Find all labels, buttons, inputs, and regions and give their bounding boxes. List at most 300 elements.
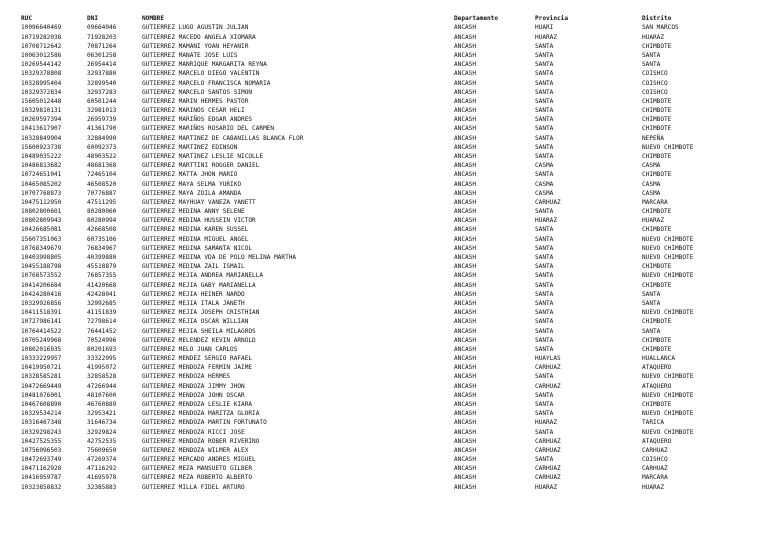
cell-distrito: COISHCO xyxy=(642,88,668,96)
cell-provincia: SANTA xyxy=(535,400,554,408)
cell-dni: 47266944 xyxy=(87,382,117,390)
cell-distrito: MARCARA xyxy=(642,474,668,482)
cell-distrito: NUEVO CHIMBOTE xyxy=(642,309,694,317)
cell-provincia: HUARAZ xyxy=(535,483,558,491)
cell-departamento: ANCASH xyxy=(454,217,477,225)
cell-distrito: SANTA xyxy=(642,299,661,307)
cell-dni: 48107600 xyxy=(87,391,117,399)
cell-provincia: HUARI xyxy=(535,24,554,32)
table-row xyxy=(0,400,768,409)
table-row xyxy=(0,271,768,280)
cell-distrito: CASMA xyxy=(642,180,661,188)
cell-ruc: 10472693749 xyxy=(21,456,62,464)
cell-distrito: CHIMBOTE xyxy=(642,171,672,179)
cell-ruc: 10329810131 xyxy=(21,107,62,115)
cell-ruc: 10768349679 xyxy=(21,244,62,252)
table-row xyxy=(0,106,768,115)
cell-distrito: CARHUAZ xyxy=(642,465,668,473)
cell-nombre: GUTIERREZ MEZA ROBERTO ALBERTO xyxy=(142,474,253,482)
cell-departamento: ANCASH xyxy=(454,171,477,179)
cell-dni: 72798614 xyxy=(87,318,117,326)
cell-distrito: NUEVO CHIMBOTE xyxy=(642,254,694,262)
cell-departamento: ANCASH xyxy=(454,456,477,464)
cell-nombre: GUTIERREZ MENDOZA MARTIN FORTUNATO xyxy=(142,419,267,427)
cell-ruc: 10323858832 xyxy=(21,483,62,491)
cell-departamento: ANCASH xyxy=(454,162,477,170)
table-row xyxy=(0,60,768,69)
cell-ruc: 10424280416 xyxy=(21,290,62,298)
cell-dni: 41151839 xyxy=(87,309,117,317)
cell-distrito: NUEVO CHIMBOTE xyxy=(642,235,694,243)
cell-dni: 80280994 xyxy=(87,217,117,225)
cell-nombre: GUTIERREZ MENDOZA RICCI JOSE xyxy=(142,428,245,436)
cell-provincia: SANTA xyxy=(535,309,554,317)
cell-nombre: GUTIERREZ MARTINEZ DE CABANILLAS BLANCA FLOR xyxy=(142,134,304,142)
cell-provincia: SANTA xyxy=(535,226,554,234)
table-row xyxy=(0,207,768,216)
cell-departamento: ANCASH xyxy=(454,309,477,317)
cell-nombre: GUTIERREZ MILLA FIDEL ARTURO xyxy=(142,483,245,491)
cell-distrito: NUEVO CHIMBOTE xyxy=(642,391,694,399)
table-row xyxy=(0,235,768,244)
cell-dni: 42428041 xyxy=(87,290,117,298)
cell-ruc: 10403998805 xyxy=(21,254,62,262)
table-row xyxy=(0,345,768,354)
cell-ruc: 10413617907 xyxy=(21,125,62,133)
cell-departamento: ANCASH xyxy=(454,428,477,436)
cell-distrito: NUEVO CHIMBOTE xyxy=(642,244,694,252)
cell-dni: 47269374 xyxy=(87,456,117,464)
cell-ruc: 10472669449 xyxy=(21,382,62,390)
cell-ruc: 10329372834 xyxy=(21,88,62,96)
cell-distrito: TARICA xyxy=(642,419,665,427)
cell-departamento: ANCASH xyxy=(454,208,477,216)
cell-nombre: GUTIERREZ MEDINA KAREN SUSSEL xyxy=(142,226,249,234)
cell-provincia: SANTA xyxy=(535,391,554,399)
cell-distrito: SAN MARCOS xyxy=(642,24,679,32)
cell-dni: 70524996 xyxy=(87,336,117,344)
table-row xyxy=(0,170,768,179)
cell-departamento: ANCASH xyxy=(454,391,477,399)
cell-dni: 33322995 xyxy=(87,355,117,363)
cell-departamento: ANCASH xyxy=(454,483,477,491)
cell-nombre: GUTIERREZ MATTA JHON MARIO xyxy=(142,171,238,179)
table-row xyxy=(0,134,768,143)
cell-departamento: ANCASH xyxy=(454,410,477,418)
cell-ruc: 10802809943 xyxy=(21,217,62,225)
cell-provincia: CARHUAZ xyxy=(535,382,561,390)
cell-departamento: ANCASH xyxy=(454,61,477,69)
cell-provincia: SANTA xyxy=(535,116,554,124)
cell-distrito: COISHCO xyxy=(642,456,668,464)
cell-nombre: GUTIERREZ MEDINA VDA DE POLO MELINA MARTHA xyxy=(142,254,297,262)
cell-dni: 72465104 xyxy=(87,171,117,179)
cell-distrito: CHIMBOTE xyxy=(642,116,672,124)
cell-ruc: 10764414522 xyxy=(21,327,62,335)
cell-distrito: COISHCO xyxy=(642,70,668,78)
cell-nombre: GUTIERREZ MEJIA OSCAR WILLIAN xyxy=(142,318,249,326)
table-row xyxy=(0,464,768,473)
cell-provincia: SANTA xyxy=(535,97,554,105)
cell-dni: 26954414 xyxy=(87,61,117,69)
cell-provincia: SANTA xyxy=(535,428,554,436)
cell-provincia: SANTA xyxy=(535,134,554,142)
cell-ruc: 10475112950 xyxy=(21,198,62,206)
table-row xyxy=(0,418,768,427)
cell-distrito: NUEVO CHIMBOTE xyxy=(642,410,694,418)
cell-dni: 32981013 xyxy=(87,107,117,115)
cell-provincia: CARHUAZ xyxy=(535,465,561,473)
cell-provincia: SANTA xyxy=(535,70,554,78)
cell-nombre: GUTIERREZ MAMANI YOAN HEYANIR xyxy=(142,42,249,50)
cell-distrito: CHIMBOTE xyxy=(642,226,672,234)
cell-provincia: SANTA xyxy=(535,299,554,307)
cell-departamento: ANCASH xyxy=(454,373,477,381)
cell-departamento: ANCASH xyxy=(454,97,477,105)
cell-ruc: 10414206684 xyxy=(21,281,62,289)
cell-dni: 70776887 xyxy=(87,189,117,197)
cell-departamento: ANCASH xyxy=(454,474,477,482)
cell-dni: 32385883 xyxy=(87,483,117,491)
cell-ruc: 10481076001 xyxy=(21,391,62,399)
cell-departamento: ANCASH xyxy=(454,70,477,78)
cell-distrito: ATAQUERO xyxy=(642,364,672,372)
table-row xyxy=(0,363,768,372)
cell-ruc: 10727986141 xyxy=(21,318,62,326)
table-row xyxy=(0,372,768,381)
cell-dni: 32953421 xyxy=(87,410,117,418)
table-row xyxy=(0,446,768,455)
table-row xyxy=(0,428,768,437)
table-row xyxy=(0,262,768,271)
cell-nombre: GUTIERREZ MACEDO ANGELA XIOMARA xyxy=(142,33,256,41)
cell-nombre: GUTIERREZ MARCELO SANTOS SIMON xyxy=(142,88,253,96)
cell-departamento: ANCASH xyxy=(454,125,477,133)
cell-nombre: GUTIERREZ MELO JUAN CARLOS xyxy=(142,345,238,353)
table-row xyxy=(0,161,768,170)
cell-nombre: GUTIERREZ MELENDEZ KEVIN ARNOLD xyxy=(142,336,256,344)
cell-departamento: ANCASH xyxy=(454,336,477,344)
cell-nombre: GUTIERREZ MEJIA SHEILA MILAGROS xyxy=(142,327,256,335)
cell-distrito: CHIMBOTE xyxy=(642,125,672,133)
cell-nombre: GUTIERREZ MARIN HERMES PASTOR xyxy=(142,97,249,105)
cell-ruc: 10465085202 xyxy=(21,180,62,188)
cell-provincia: SANTA xyxy=(535,51,554,59)
table-row xyxy=(0,198,768,207)
cell-ruc: 10328585281 xyxy=(21,373,62,381)
cell-ruc: 10756096503 xyxy=(21,446,62,454)
cell-provincia: SANTA xyxy=(535,42,554,50)
cell-provincia: SANTA xyxy=(535,281,554,289)
cell-dni: 71928203 xyxy=(87,33,117,41)
cell-dni: 76857355 xyxy=(87,272,117,280)
header-ruc: RUC xyxy=(21,15,33,22)
cell-nombre: GUTIERREZ MEDINA ANNY SELENE xyxy=(142,208,245,216)
cell-dni: 41995072 xyxy=(87,364,117,372)
cell-provincia: SANTA xyxy=(535,79,554,87)
cell-departamento: ANCASH xyxy=(454,180,477,188)
cell-provincia: SANTA xyxy=(535,456,554,464)
cell-departamento: ANCASH xyxy=(454,244,477,252)
cell-nombre: GUTIERREZ MENDOZA JOHN OSCAR xyxy=(142,391,245,399)
cell-ruc: 10329378808 xyxy=(21,70,62,78)
cell-dni: 41361790 xyxy=(87,125,117,133)
cell-distrito: ATAQUERO xyxy=(642,437,672,445)
cell-departamento: ANCASH xyxy=(454,263,477,271)
cell-distrito: ATAQUERO xyxy=(642,382,672,390)
cell-distrito: CHIMBOTE xyxy=(642,318,672,326)
cell-departamento: ANCASH xyxy=(454,254,477,262)
cell-distrito: HUARAZ xyxy=(642,217,665,225)
cell-departamento: ANCASH xyxy=(454,382,477,390)
table-row xyxy=(0,455,768,464)
cell-departamento: ANCASH xyxy=(454,79,477,87)
cell-provincia: SANTA xyxy=(535,318,554,326)
cell-provincia: CARHUAZ xyxy=(535,437,561,445)
table-row xyxy=(0,51,768,60)
cell-departamento: ANCASH xyxy=(454,198,477,206)
cell-ruc: 10269544142 xyxy=(21,61,62,69)
cell-provincia: SANTA xyxy=(535,410,554,418)
cell-nombre: GUTIERREZ MEDINA SAMANTA NICOL xyxy=(142,244,253,252)
cell-dni: 46760889 xyxy=(87,400,117,408)
cell-nombre: GUTIERREZ MEDINA HUSSEIN VICTOR xyxy=(142,217,256,225)
table-row xyxy=(0,382,768,391)
cell-dni: 42752535 xyxy=(87,437,117,445)
cell-departamento: ANCASH xyxy=(454,226,477,234)
cell-dni: 41420668 xyxy=(87,281,117,289)
cell-provincia: SANTA xyxy=(535,88,554,96)
cell-provincia: HUARAZ xyxy=(535,33,558,41)
cell-distrito: CHIMBOTE xyxy=(642,400,672,408)
cell-distrito: CHIMBOTE xyxy=(642,42,672,50)
header-nombre: NOMBRE xyxy=(142,15,165,22)
cell-provincia: HUARAZ xyxy=(535,217,558,225)
cell-departamento: ANCASH xyxy=(454,24,477,32)
cell-nombre: GUTIERREZ MENDOZA ROBER RIVERINO xyxy=(142,437,260,445)
cell-departamento: ANCASH xyxy=(454,189,477,197)
table-row xyxy=(0,327,768,336)
cell-dni: 32929824 xyxy=(87,428,117,436)
cell-nombre: GUTIERREZ MAYA ZOILA AMANDA xyxy=(142,189,242,197)
cell-departamento: ANCASH xyxy=(454,107,477,115)
cell-provincia: SANTA xyxy=(535,345,554,353)
cell-nombre: GUTIERREZ MENDEZ SERGIO RAFAEL xyxy=(142,355,253,363)
cell-nombre: GUTIERREZ MARTINEZ LESLIE NICOLLE xyxy=(142,152,264,160)
cell-dni: 42668508 xyxy=(87,226,117,234)
cell-ruc: 10471162928 xyxy=(21,465,62,473)
cell-ruc: 10719282038 xyxy=(21,33,62,41)
table-row xyxy=(0,88,768,97)
table-row xyxy=(0,299,768,308)
table-row xyxy=(0,189,768,198)
cell-dni: 70871264 xyxy=(87,42,117,50)
cell-dni: 32937880 xyxy=(87,70,117,78)
cell-dni: 76441452 xyxy=(87,327,117,335)
table-row xyxy=(0,281,768,290)
cell-dni: 40399880 xyxy=(87,254,117,262)
cell-dni: 76834967 xyxy=(87,244,117,252)
table-row xyxy=(0,437,768,446)
cell-ruc: 15605012448 xyxy=(21,97,62,105)
header-dni: DNI xyxy=(87,15,99,22)
cell-ruc: 10426685081 xyxy=(21,226,62,234)
cell-ruc: 10328849904 xyxy=(21,134,62,142)
table-row xyxy=(0,308,768,317)
cell-ruc: 10467608890 xyxy=(21,400,62,408)
cell-nombre: GUTIERREZ MARINOS CESAR HELI xyxy=(142,107,245,115)
cell-nombre: GUTIERREZ MERCADO ANDRES MIGUEL xyxy=(142,456,256,464)
cell-departamento: ANCASH xyxy=(454,345,477,353)
table-row xyxy=(0,391,768,400)
cell-ruc: 10269597394 xyxy=(21,116,62,124)
header-provincia: Provincia xyxy=(535,15,569,22)
cell-nombre: GUTIERREZ MENDOZA MARITZA GLORIA xyxy=(142,410,260,418)
cell-dni: 32992685 xyxy=(87,299,117,307)
table-row xyxy=(0,152,768,161)
table-row xyxy=(0,180,768,189)
cell-dni: 32884990 xyxy=(87,134,117,142)
cell-provincia: SANTA xyxy=(535,263,554,271)
cell-ruc: 10802016935 xyxy=(21,345,62,353)
cell-departamento: ANCASH xyxy=(454,152,477,160)
cell-provincia: SANTA xyxy=(535,235,554,243)
cell-nombre: GUTIERREZ MANRIQUE MARGARITA REYNA xyxy=(142,61,267,69)
table-row xyxy=(0,69,768,78)
cell-dni: 80280060 xyxy=(87,208,117,216)
cell-nombre: GUTIERREZ MARTTINI ROGGER DANIEL xyxy=(142,162,260,170)
cell-dni: 48681368 xyxy=(87,162,117,170)
table-row xyxy=(0,23,768,32)
cell-ruc: 10329926856 xyxy=(21,299,62,307)
cell-ruc: 10329534214 xyxy=(21,410,62,418)
cell-ruc: 10768573552 xyxy=(21,272,62,280)
cell-dni: 60735106 xyxy=(87,235,117,243)
table-row xyxy=(0,253,768,262)
cell-provincia: SANTA xyxy=(535,244,554,252)
cell-distrito: CHIMBOTE xyxy=(642,107,672,115)
cell-dni: 46508520 xyxy=(87,180,117,188)
cell-dni: 31646734 xyxy=(87,419,117,427)
cell-dni: 06301258 xyxy=(87,51,117,59)
cell-distrito: CHIMBOTE xyxy=(642,345,672,353)
cell-distrito: CHIMBOTE xyxy=(642,97,672,105)
table-row xyxy=(0,336,768,345)
cell-ruc: 10455188798 xyxy=(21,263,62,271)
cell-dni: 47116292 xyxy=(87,465,117,473)
cell-ruc: 10705249968 xyxy=(21,336,62,344)
cell-provincia: HUAYLAS xyxy=(535,355,561,363)
cell-departamento: ANCASH xyxy=(454,355,477,363)
cell-dni: 47511295 xyxy=(87,198,117,206)
cell-distrito: SANTA xyxy=(642,61,661,69)
cell-nombre: GUTIERREZ MENDOZA HERMES xyxy=(142,373,231,381)
cell-provincia: SANTA xyxy=(535,107,554,115)
cell-provincia: CARHUAZ xyxy=(535,364,561,372)
cell-dni: 26959739 xyxy=(87,116,117,124)
cell-distrito: CHIMBOTE xyxy=(642,152,672,160)
table-row xyxy=(0,124,768,133)
table-row xyxy=(0,143,768,152)
cell-ruc: 15600923738 xyxy=(21,143,62,151)
table-row xyxy=(0,317,768,326)
cell-ruc: 10328995404 xyxy=(21,79,62,87)
cell-departamento: ANCASH xyxy=(454,327,477,335)
cell-nombre: GUTIERREZ MARIÑOS EDGAR ANDRES xyxy=(142,116,253,124)
cell-nombre: GUTIERREZ MAYA SELMA YURIKO xyxy=(142,180,242,188)
cell-dni: 45518879 xyxy=(87,263,117,271)
cell-nombre: GUTIERREZ MARTINEZ EDINSON xyxy=(142,143,238,151)
table-row xyxy=(0,97,768,106)
cell-dni: 48903522 xyxy=(87,152,117,160)
cell-dni: 09664046 xyxy=(87,24,117,32)
cell-departamento: ANCASH xyxy=(454,88,477,96)
table-header xyxy=(0,14,768,23)
cell-provincia: SANTA xyxy=(535,125,554,133)
cell-ruc: 10316467348 xyxy=(21,419,62,427)
cell-dni: 41695978 xyxy=(87,474,117,482)
cell-distrito: HUALLANCA xyxy=(642,355,676,363)
cell-provincia: CARHUAZ xyxy=(535,474,561,482)
cell-nombre: GUTIERREZ MEJIA JOSEPH CRISTHIAN xyxy=(142,309,260,317)
cell-provincia: CASMA xyxy=(535,189,554,197)
cell-departamento: ANCASH xyxy=(454,134,477,142)
cell-ruc: 10707768873 xyxy=(21,189,62,197)
cell-distrito: CASMA xyxy=(642,162,661,170)
cell-distrito: SANTA xyxy=(642,290,661,298)
cell-departamento: ANCASH xyxy=(454,33,477,41)
cell-nombre: GUTIERREZ MEJIA GABY MARIANELLA xyxy=(142,281,256,289)
cell-nombre: GUTIERREZ MEJIA ANDREA MARIANELLA xyxy=(142,272,264,280)
cell-departamento: ANCASH xyxy=(454,437,477,445)
cell-dni: 32899540 xyxy=(87,79,117,87)
cell-nombre: GUTIERREZ MENDOZA FERMIN JAIME xyxy=(142,364,253,372)
cell-departamento: ANCASH xyxy=(454,400,477,408)
cell-ruc: 10419950721 xyxy=(21,364,62,372)
table-row xyxy=(0,33,768,42)
cell-nombre: GUTIERREZ MENDOZA JIMMY JHON xyxy=(142,382,245,390)
cell-departamento: ANCASH xyxy=(454,364,477,372)
cell-dni: 80201693 xyxy=(87,345,117,353)
cell-ruc: 10416959787 xyxy=(21,474,62,482)
header-departamento: Departamento xyxy=(454,15,499,22)
cell-ruc: 10063012586 xyxy=(21,51,62,59)
cell-ruc: 15607351063 xyxy=(21,235,62,243)
cell-departamento: ANCASH xyxy=(454,272,477,280)
table-row xyxy=(0,354,768,363)
cell-provincia: SANTA xyxy=(535,143,554,151)
cell-departamento: ANCASH xyxy=(454,281,477,289)
cell-ruc: 10708712642 xyxy=(21,42,62,50)
cell-provincia: CASMA xyxy=(535,162,554,170)
cell-nombre: GUTIERREZ MENDOZA LESLIE KIARA xyxy=(142,400,253,408)
cell-distrito: COISHCO xyxy=(642,79,668,87)
cell-dni: 60501244 xyxy=(87,97,117,105)
cell-nombre: GUTIERREZ MEJIA HEINER NARDO xyxy=(142,290,245,298)
cell-departamento: ANCASH xyxy=(454,42,477,50)
cell-departamento: ANCASH xyxy=(454,465,477,473)
table-row xyxy=(0,79,768,88)
cell-ruc: 10427525355 xyxy=(21,437,62,445)
cell-distrito: CARHUAZ xyxy=(642,446,668,454)
cell-ruc: 10724651041 xyxy=(21,171,62,179)
cell-departamento: ANCASH xyxy=(454,116,477,124)
cell-departamento: ANCASH xyxy=(454,299,477,307)
cell-nombre: GUTIERREZ MEDINA MIGUEL ANGEL xyxy=(142,235,249,243)
cell-distrito: NUEVO CHIMBOTE xyxy=(642,373,694,381)
cell-nombre: GUTIERREZ MEZA MANSUETO GILBER xyxy=(142,465,253,473)
cell-ruc: 10411518391 xyxy=(21,309,62,317)
